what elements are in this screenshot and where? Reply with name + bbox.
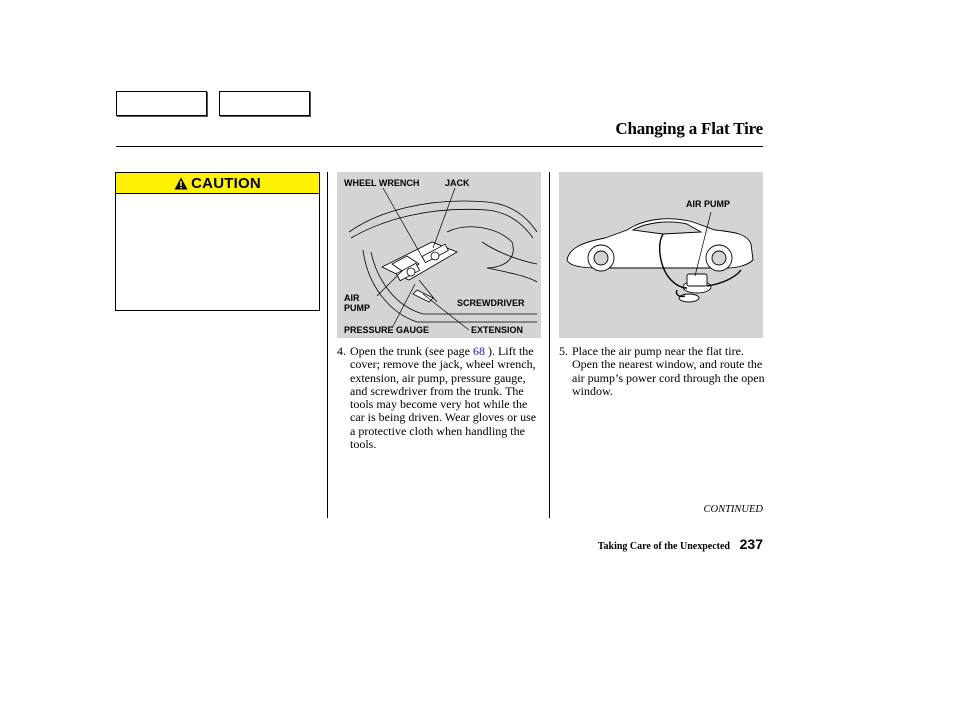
caution-box	[115, 172, 320, 311]
label-wheel-wrench: WHEEL WRENCH	[344, 178, 420, 188]
column-divider	[549, 172, 550, 518]
step-number: 4.	[337, 344, 346, 358]
page-number: 237	[739, 536, 763, 552]
step-number: 5.	[559, 344, 568, 358]
car-drawing	[559, 172, 763, 338]
label-pump: PUMP	[344, 303, 371, 313]
step-text: Place the air pump near the flat tire. Open the nearest window, and route the air pump’s power cord through the open window.	[572, 344, 765, 398]
label-jack: JACK	[445, 178, 470, 188]
step-text: Open the trunk (see page 68 ). Lift the cover; remove the jack, wheel wrench, extension, air pump, pressure gauge, and screwdriver from the trunk. The tools may become very hot while the car is being driven. Wear gloves or use a protective cloth when handling the tools.	[350, 344, 537, 452]
header-divider	[116, 146, 763, 147]
next-page-button[interactable]	[219, 91, 310, 116]
step-4	[337, 345, 543, 451]
page-reference-link[interactable]: 68	[472, 344, 485, 358]
label-air: AIR	[344, 293, 360, 303]
page-title: Changing a Flat Tire	[615, 119, 763, 138]
caution-label: CAUTION	[191, 174, 261, 192]
label-air-pump: AIR PUMP	[686, 199, 731, 209]
label-screwdriver: SCREWDRIVER	[457, 298, 525, 308]
car-air-pump-illustration	[559, 172, 763, 338]
label-pressure-gauge: PRESSURE GAUGE	[344, 325, 430, 335]
continued-label: CONTINUED	[703, 504, 763, 515]
trunk-drawing	[337, 172, 541, 338]
previous-page-button[interactable]	[116, 91, 207, 116]
footer-section-title: Taking Care of the Unexpected	[597, 541, 730, 552]
column-divider	[327, 172, 328, 518]
trunk-tools-illustration	[337, 172, 541, 338]
step-5	[559, 345, 765, 398]
label-extension: EXTENSION	[471, 325, 524, 335]
warning-triangle-icon	[174, 177, 188, 190]
caution-header	[116, 173, 319, 194]
